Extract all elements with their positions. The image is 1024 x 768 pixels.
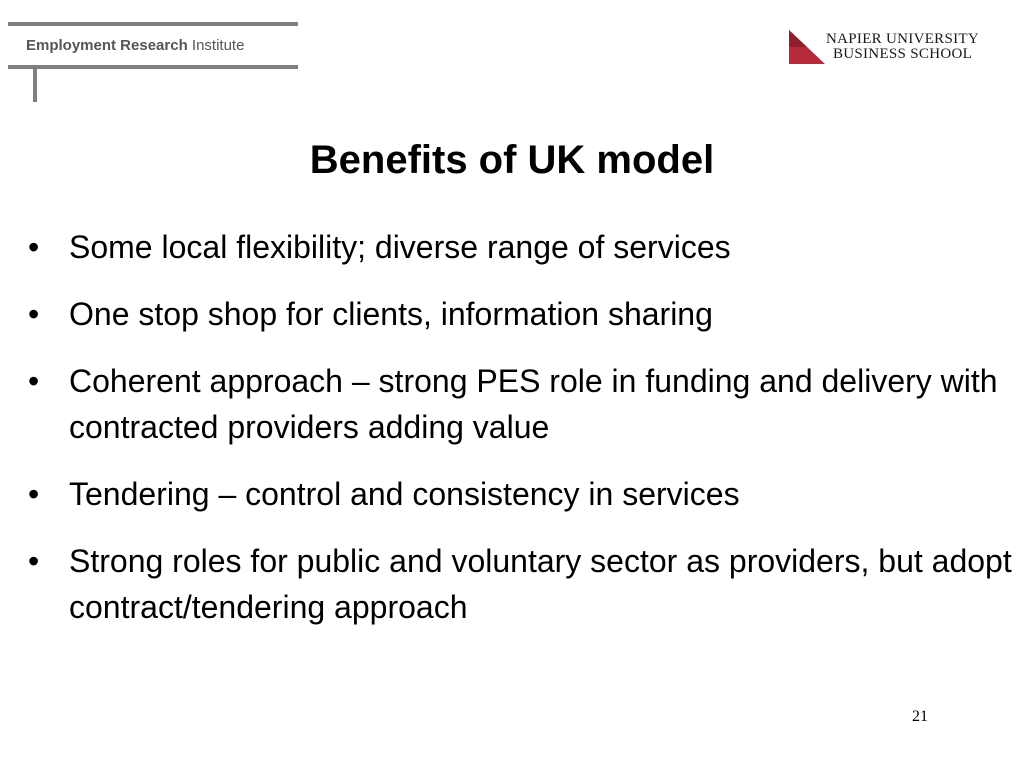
institute-rule-top	[8, 22, 298, 26]
bullet-item	[28, 224, 1018, 270]
bullet-text: One stop shop for clients, information sharing	[69, 296, 713, 332]
bullet-item	[28, 538, 1018, 630]
bullet-dot-icon: •	[28, 476, 40, 512]
university-name-line2: BUSINESS SCHOOL	[832, 46, 973, 62]
bullet-item	[28, 291, 1018, 337]
bullet-text: Tendering – control and consistency in services	[69, 476, 740, 512]
institute-name	[26, 37, 244, 54]
bullet-text: Coherent approach – strong PES role in funding and delivery with contracted providers adding value	[69, 363, 998, 445]
bullet-dot-icon: •	[28, 229, 40, 265]
institute-name-bold: Employment Research	[26, 37, 188, 54]
page-number: 21	[912, 708, 928, 725]
bullet-dot-icon: •	[28, 296, 40, 332]
institute-name-rest: Institute	[187, 37, 245, 54]
university-name-line1: NAPIER UNIVERSITY	[826, 31, 980, 47]
bullet-list	[28, 224, 1018, 651]
bullet-text: Some local flexibility; diverse range of services	[69, 229, 731, 265]
bullet-item	[28, 471, 1018, 517]
napier-logo-icon	[789, 30, 825, 64]
slide-title: Benefits of UK model	[309, 138, 715, 182]
institute-rule-bottom	[8, 65, 298, 69]
bullet-dot-icon: •	[28, 543, 40, 579]
institute-rule-vertical	[33, 69, 37, 102]
university-name	[826, 32, 979, 62]
bullet-text: Strong roles for public and voluntary sector as providers, but adopt contract/tendering approach	[69, 543, 1012, 625]
bullet-dot-icon: •	[28, 363, 40, 399]
bullet-item	[28, 358, 1018, 450]
